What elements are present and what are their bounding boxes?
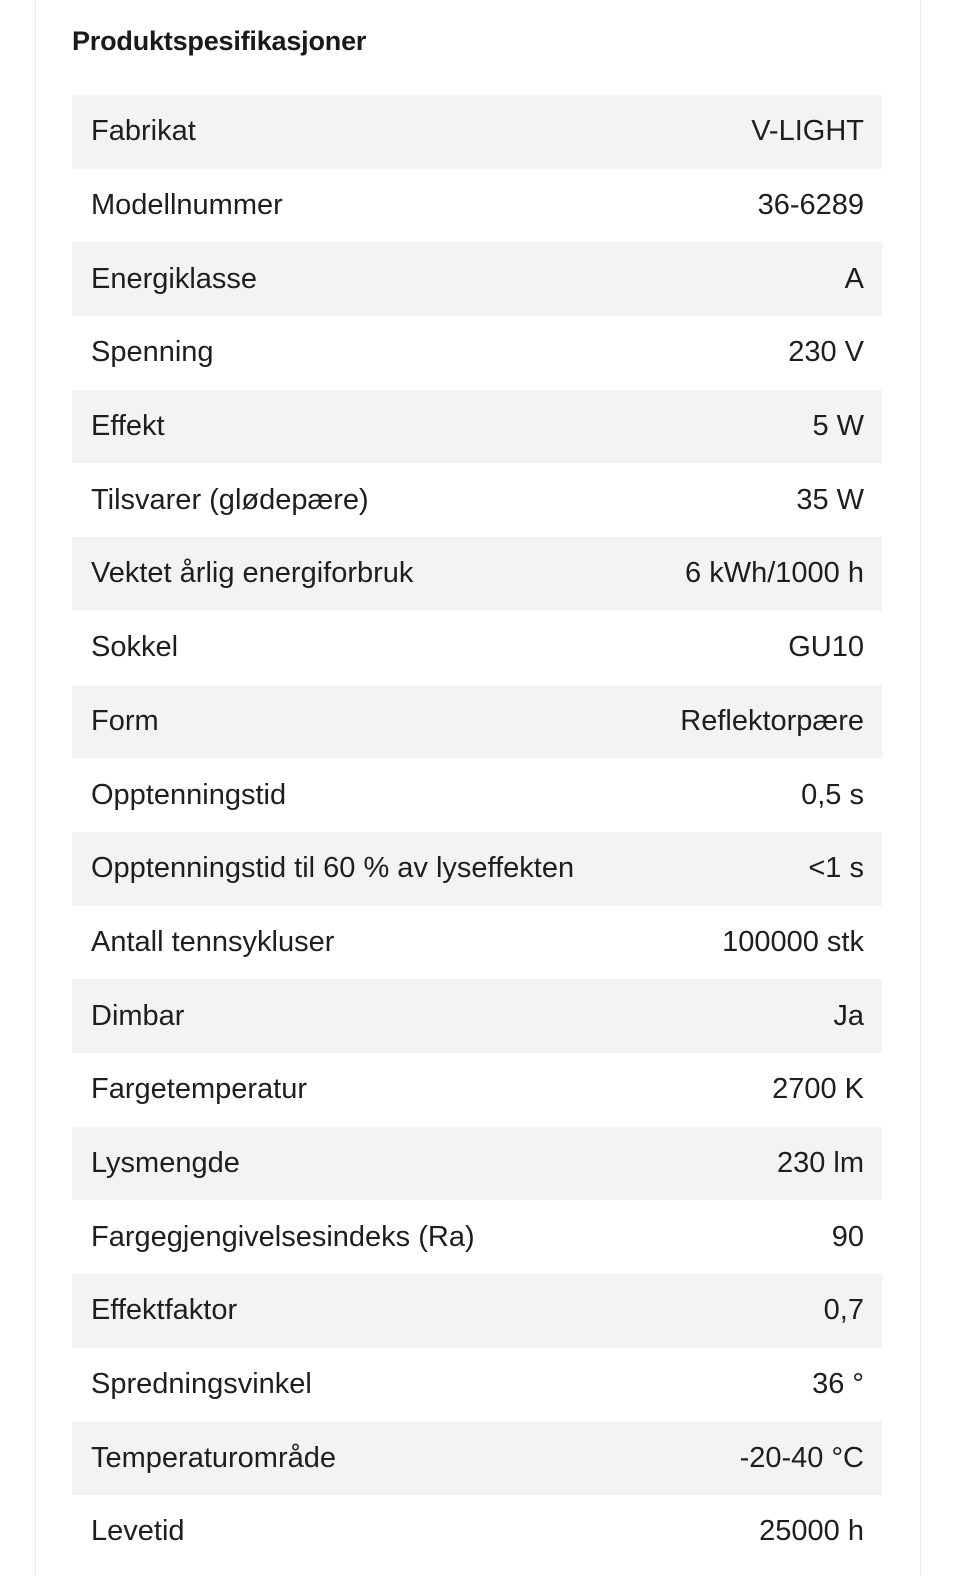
spec-label: Temperaturområde	[91, 1441, 336, 1474]
spec-row-temperaturomrade	[72, 1421, 882, 1495]
spec-row-spenning	[72, 316, 882, 390]
spec-label: Spenning	[91, 336, 214, 369]
spec-label: Modellnummer	[91, 189, 283, 222]
spec-value: 5 W	[812, 410, 864, 443]
spec-value: 6 kWh/1000 h	[685, 557, 864, 590]
spec-label: Dimbar	[91, 999, 185, 1032]
spec-row-energiforbruk	[72, 537, 882, 611]
spec-row-tilsvarer	[72, 463, 882, 537]
spec-value: 25000 h	[759, 1515, 864, 1548]
section-title: Produktspesifikasjoner	[72, 26, 367, 56]
spec-row-spredningsvinkel	[72, 1348, 882, 1422]
spec-value: 100000 stk	[722, 925, 864, 958]
spec-label: Effektfaktor	[91, 1294, 238, 1327]
spec-value: -20-40 °C	[739, 1441, 864, 1474]
spec-row-form	[72, 685, 882, 759]
spec-label: Fargegjengivelsesindeks (Ra)	[91, 1220, 475, 1253]
spec-row-fargetemperatur	[72, 1053, 882, 1127]
spec-label: Form	[91, 704, 159, 737]
spec-value: 90	[831, 1220, 864, 1253]
spec-label: Vektet årlig energiforbruk	[91, 557, 414, 590]
spec-label: Opptenningstid	[91, 778, 287, 811]
spec-label: Opptenningstid til 60 % av lyseffekten	[91, 852, 575, 885]
spec-row-modellnummer	[72, 169, 882, 243]
spec-table	[72, 95, 882, 1569]
spec-row-tennsykluser	[72, 906, 882, 980]
spec-label: Tilsvarer (glødepære)	[91, 483, 369, 516]
spec-value: 35 W	[796, 483, 864, 516]
spec-row-sokkel	[72, 611, 882, 685]
spec-row-effektfaktor	[72, 1274, 882, 1348]
spec-row-levetid	[72, 1495, 882, 1569]
spec-label: Energiklasse	[91, 262, 258, 295]
spec-row-dimbar	[72, 979, 882, 1053]
spec-value: 0,7	[823, 1294, 864, 1327]
spec-value: 2700 K	[772, 1073, 864, 1106]
spec-value: GU10	[788, 631, 864, 664]
spec-label: Fargetemperatur	[91, 1073, 307, 1106]
spec-row-energiklasse	[72, 242, 882, 316]
spec-value: 230 lm	[776, 1146, 864, 1179]
spec-value: 0,5 s	[801, 778, 864, 811]
spec-label: Sokkel	[91, 631, 179, 664]
spec-value: Reflektorpære	[680, 704, 864, 737]
spec-label: Antall tennsykluser	[91, 925, 335, 958]
spec-value: 230 V	[788, 336, 864, 369]
spec-value: 36 °	[812, 1368, 864, 1401]
spec-label: Fabrikat	[91, 115, 196, 148]
spec-value: A	[844, 262, 864, 295]
spec-row-opptenningstid	[72, 758, 882, 832]
spec-label: Effekt	[91, 410, 165, 443]
spec-row-opptenningstid-60	[72, 832, 882, 906]
spec-value: Ja	[833, 999, 864, 1032]
spec-value: 36-6289	[757, 189, 864, 222]
spec-label: Lysmengde	[91, 1146, 240, 1179]
spec-row-lysmengde	[72, 1127, 882, 1201]
spec-label: Spredningsvinkel	[91, 1368, 312, 1401]
spec-row-fargegjengivelse	[72, 1200, 882, 1274]
spec-label: Levetid	[91, 1515, 185, 1548]
spec-value: V-LIGHT	[751, 115, 864, 148]
spec-row-fabrikat	[72, 95, 882, 169]
spec-value: <1 s	[808, 852, 864, 885]
spec-row-effekt	[72, 390, 882, 464]
